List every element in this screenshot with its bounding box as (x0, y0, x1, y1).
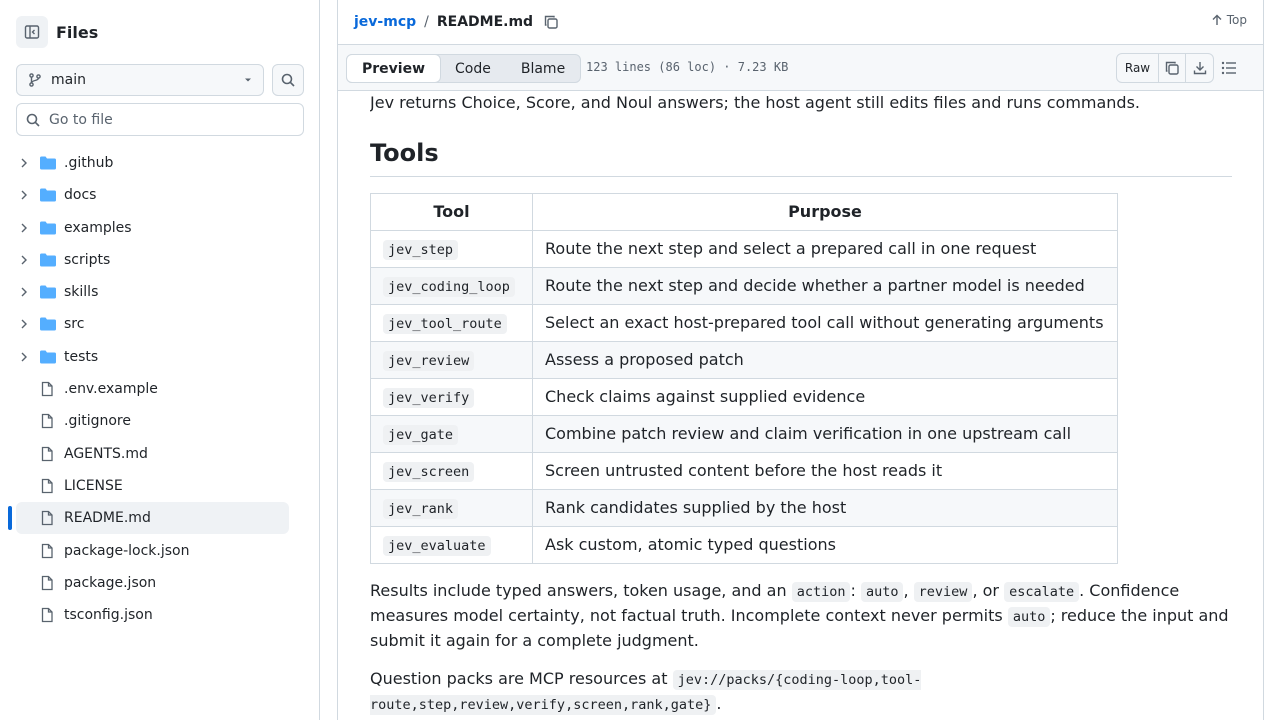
purpose-cell: Combine patch review and claim verification in one upstream call (533, 416, 1118, 453)
tree-folder[interactable] (0, 179, 319, 211)
purpose-cell: Screen untrusted content before the host reads it (533, 453, 1118, 490)
tool-name-code: jev_evaluate (383, 536, 491, 556)
branch-selector[interactable] (16, 64, 264, 96)
chevron-right-icon (18, 222, 30, 234)
purpose-cell: Select an exact host-prepared tool call without generating arguments (533, 305, 1118, 342)
chevron-right-icon (18, 351, 30, 363)
tool-cell (371, 379, 533, 416)
text: . Confidence measures model certainty, not factual truth. Incomplete context never permits (370, 581, 1180, 625)
breadcrumb-repo-link[interactable]: jev-mcp (354, 14, 417, 30)
purpose-cell: Check claims against supplied evidence (533, 379, 1118, 416)
file-icon (39, 543, 55, 559)
table-row (371, 490, 1118, 527)
tree-folder[interactable] (0, 308, 319, 340)
tree-file[interactable] (0, 405, 319, 437)
tool-cell (371, 305, 533, 342)
table-header-purpose: Purpose (533, 194, 1118, 231)
file-icon (39, 413, 55, 429)
tool-name-code: jev_tool_route (383, 314, 507, 334)
file-view (337, 0, 1264, 720)
table-row (371, 231, 1118, 268)
tree-item-label: .gitignore (64, 413, 131, 430)
purpose-cell: Assess a proposed patch (533, 342, 1118, 379)
scroll-to-top-button[interactable] (1211, 13, 1247, 27)
tree-file[interactable] (0, 438, 319, 470)
purpose-cell: Ask custom, atomic typed questions (533, 527, 1118, 564)
tree-file[interactable] (0, 535, 319, 567)
inline-code: jev://packs/{coding-loop,tool-route,step,review,verify,screen,rank,gate} (370, 672, 922, 713)
tab-blame[interactable]: Blame (520, 60, 566, 77)
file-toolbar (338, 44, 1263, 91)
folder-icon (39, 187, 57, 203)
text: Results include typed answers, token usage, and an (370, 581, 792, 600)
copy-raw-button[interactable] (1159, 54, 1186, 82)
folder-icon (39, 220, 57, 236)
file-icon (39, 446, 55, 462)
tree-item-label: docs (64, 187, 97, 204)
file-tree-sidebar (0, 0, 320, 720)
file-icon (39, 381, 55, 397)
inline-code: escalate (1004, 582, 1079, 602)
list-unordered-icon (1220, 59, 1238, 77)
tree-item-label: tsconfig.json (64, 607, 153, 624)
tree-folder[interactable] (0, 244, 319, 276)
tree-item-label: .env.example (64, 381, 158, 398)
search-icon (280, 72, 296, 88)
inline-code: auto (861, 582, 904, 602)
tree-folder[interactable] (0, 147, 319, 179)
sidebar-collapse-icon (24, 24, 40, 40)
tool-cell (371, 268, 533, 305)
tool-name-code: jev_review (383, 351, 474, 371)
folder-icon (39, 284, 57, 300)
tree-item-label: README.md (64, 510, 151, 527)
tree-item-label: package.json (64, 574, 157, 591)
tree-item-label: AGENTS.md (64, 445, 148, 462)
table-header-row (371, 194, 1118, 231)
table-row (371, 379, 1118, 416)
text: ; reduce the input and submit it again for a complete judgment. (370, 606, 1229, 650)
text: Question packs are MCP resources at (370, 669, 673, 688)
tab-code[interactable]: Code (455, 60, 491, 77)
breadcrumb-separator: / (424, 14, 429, 30)
table-row (371, 268, 1118, 305)
inline-code: review (914, 582, 973, 602)
folder-icon (39, 155, 57, 171)
results-paragraph (370, 579, 1232, 653)
purpose-cell: Route the next step and select a prepared call in one request (533, 231, 1118, 268)
tree-file[interactable] (0, 470, 319, 502)
file-icon (39, 607, 55, 623)
tree-item-label: examples (64, 219, 132, 236)
download-icon (1192, 60, 1208, 76)
file-icon (39, 510, 55, 526)
tree-item-label: tests (64, 348, 99, 365)
tool-name-code: jev_coding_loop (383, 277, 515, 297)
tool-cell (371, 231, 533, 268)
search-icon (25, 112, 41, 128)
tool-name-code: jev_rank (383, 499, 458, 519)
table-row (371, 527, 1118, 564)
tree-item-label: package-lock.json (64, 542, 190, 559)
top-label: Top (1226, 13, 1247, 27)
chevron-right-icon (18, 286, 30, 298)
raw-button[interactable]: Raw (1117, 54, 1159, 82)
tool-cell (371, 527, 533, 564)
tree-folder[interactable] (0, 212, 319, 244)
intro-paragraph: Jev returns Choice, Score, and Noul answers; the host agent still edits files and runs commands. (370, 93, 1141, 112)
tool-cell (371, 453, 533, 490)
copy-path-button[interactable] (543, 14, 559, 30)
tree-file[interactable] (0, 599, 319, 631)
copy-icon (1164, 60, 1180, 76)
chevron-right-icon (18, 189, 30, 201)
packs-paragraph (370, 667, 970, 717)
tool-name-code: jev_verify (383, 388, 474, 408)
file-tree (0, 147, 319, 631)
view-mode-tabs (346, 54, 581, 83)
purpose-cell: Rank candidates supplied by the host (533, 490, 1118, 527)
inline-code: action (792, 582, 851, 602)
text: , (903, 581, 914, 600)
text: . (716, 694, 722, 713)
breadcrumb (338, 0, 1263, 44)
collapse-sidebar-button[interactable] (16, 16, 48, 48)
folder-icon (39, 349, 57, 365)
tree-item-label: LICENSE (64, 477, 123, 494)
text: , or (972, 581, 1005, 600)
table-header-tool: Tool (371, 194, 533, 231)
search-files-button[interactable] (272, 64, 304, 96)
folder-icon (39, 316, 57, 332)
file-actions (1116, 53, 1214, 83)
file-info: 123 lines (86 loc) · 7.23 KB (586, 60, 789, 74)
selected-indicator (8, 506, 12, 530)
tree-file[interactable] (0, 373, 319, 405)
tree-item-label: src (64, 316, 85, 333)
table-row (371, 305, 1118, 342)
table-row (371, 342, 1118, 379)
tool-cell (371, 490, 533, 527)
go-to-file-input[interactable] (49, 112, 289, 128)
go-to-file-box (16, 103, 304, 136)
tool-name-code: jev_step (383, 240, 458, 260)
tool-name-code: jev_screen (383, 462, 474, 482)
sidebar-title: Files (56, 22, 99, 42)
tree-file[interactable] (0, 567, 319, 599)
chevron-right-icon (18, 318, 30, 330)
file-icon (39, 575, 55, 591)
file-icon (39, 478, 55, 494)
chevron-right-icon (18, 157, 30, 169)
text: : (850, 581, 861, 600)
tree-folder[interactable] (0, 341, 319, 373)
caret-down-icon (243, 75, 253, 85)
arrow-up-icon (1211, 14, 1223, 26)
git-branch-icon (27, 72, 43, 88)
download-button[interactable] (1186, 54, 1213, 82)
table-row (371, 453, 1118, 490)
purpose-cell: Route the next step and decide whether a partner model is needed (533, 268, 1118, 305)
branch-name: main (51, 72, 86, 88)
outline-button[interactable] (1220, 59, 1238, 81)
tree-file[interactable] (0, 502, 319, 534)
tool-cell (371, 342, 533, 379)
tool-cell (371, 416, 533, 453)
tools-heading: Tools (370, 138, 1232, 177)
tree-folder[interactable] (0, 276, 319, 308)
readme-content (370, 91, 1232, 720)
tab-preview[interactable]: Preview (346, 54, 441, 83)
copy-icon (543, 14, 559, 30)
selected-highlight (16, 502, 289, 534)
sidebar-header (16, 16, 98, 48)
chevron-right-icon (18, 254, 30, 266)
breadcrumb-current-file: README.md (436, 14, 534, 30)
tree-item-label: scripts (64, 251, 111, 268)
table-row (371, 416, 1118, 453)
inline-code: auto (1008, 607, 1051, 627)
folder-icon (39, 252, 57, 268)
tool-name-code: jev_gate (383, 425, 458, 445)
tree-item-label: skills (64, 284, 99, 301)
tree-item-label: .github (64, 155, 114, 171)
tools-table (370, 193, 1118, 564)
